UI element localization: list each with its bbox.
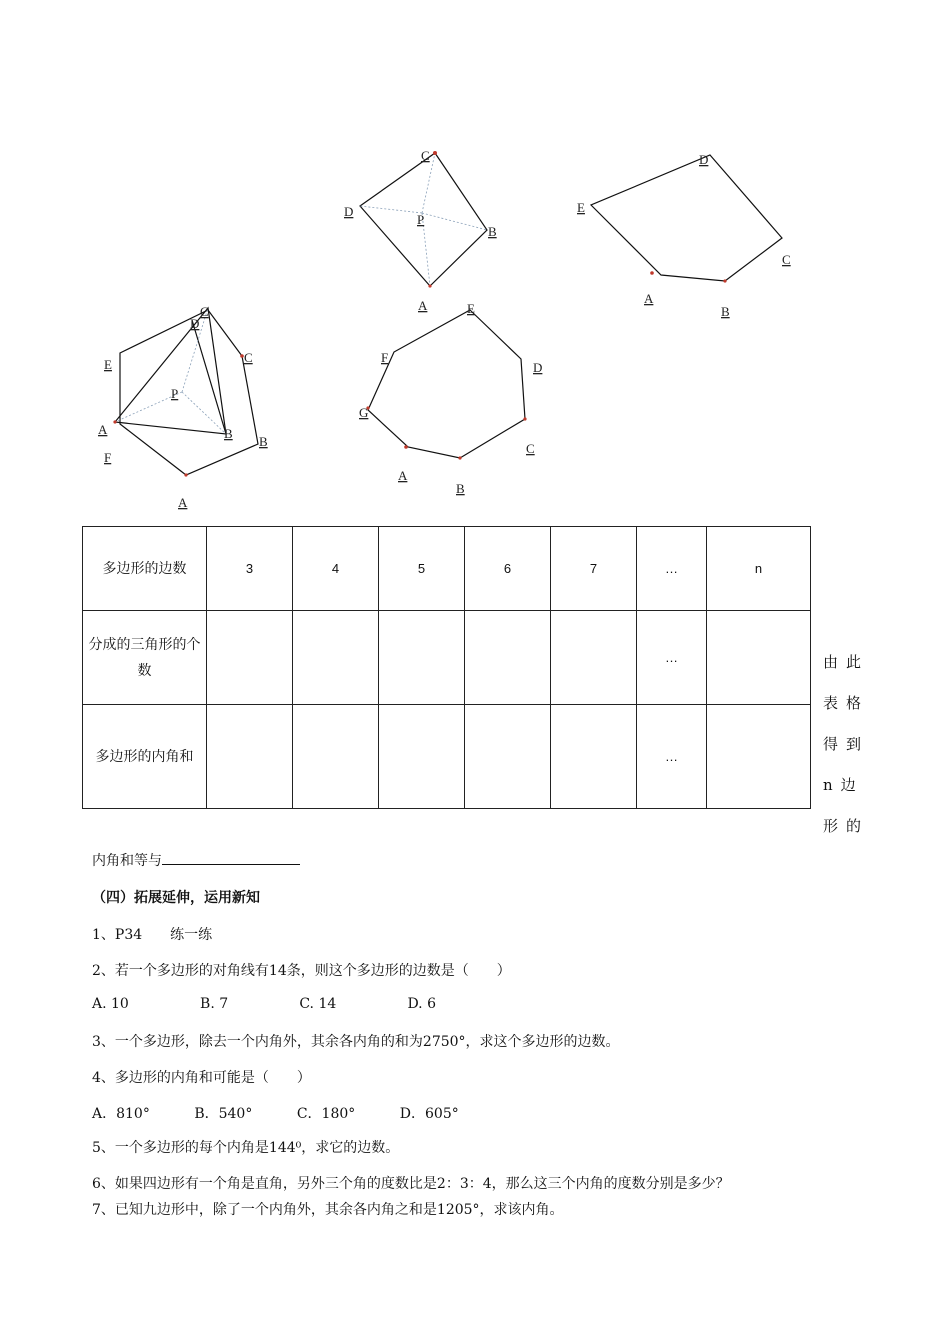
question-1: 1、P34 练一练: [92, 927, 213, 943]
question-2-options: A. 10 B. 7 C. 14 D. 6: [92, 996, 436, 1012]
conclusion-line: [92, 850, 300, 870]
polygon-angle-table: [82, 526, 811, 809]
pentagon-figure: [570, 145, 810, 325]
quadrilateral-interior-point-figure: [330, 140, 530, 320]
table-cell: [207, 705, 293, 809]
label-D: D: [533, 360, 543, 375]
label-A: A: [398, 468, 408, 483]
question-5: 5、一个多边形的每个内角是144⁰，求它的边数。: [92, 1140, 400, 1156]
table-cell: [551, 705, 637, 809]
row-header-triangles: 分成的三角形的个数: [83, 611, 207, 705]
sides-cell: 5: [379, 527, 465, 611]
label-D: D: [344, 204, 354, 219]
answer-blank[interactable]: [162, 850, 300, 865]
table-cell: [465, 611, 551, 705]
question-4-options: A．810° B．540° C．180° D．605°: [92, 1106, 459, 1122]
label-D: D: [699, 152, 709, 167]
sides-cell-ellipsis: …: [637, 527, 707, 611]
label-A: A: [418, 298, 428, 313]
label-B: B: [488, 224, 497, 239]
sides-cell: n: [707, 527, 811, 611]
table-cell: [707, 705, 811, 809]
label-G: G: [359, 405, 369, 420]
label-C: C: [526, 441, 535, 456]
label-E: E: [467, 301, 475, 316]
conclusion-text: 内角和等与: [92, 853, 162, 869]
label-A: A: [644, 291, 654, 306]
question-2: 2、若一个多边形的对角线有14条，则这个多边形的边数是（ ）: [92, 963, 511, 979]
question-4: 4、多边形的内角和可能是（ ）: [92, 1070, 311, 1086]
label-B: B: [224, 426, 233, 441]
question-3: 3、一个多边形，除去一个内角外，其余各内角的和为2750°，求这个多边形的边数。: [92, 1034, 620, 1050]
side-note: 由此表格得到n边形的: [823, 653, 870, 835]
question-7: 7、已知九边形中，除了一个内角外，其余各内角之和是1205°，求该内角。: [92, 1202, 564, 1218]
label-B: B: [456, 481, 465, 496]
table-cell-ellipsis: …: [637, 611, 707, 705]
sides-cell: 7: [551, 527, 637, 611]
sides-cell: 3: [207, 527, 293, 611]
label-B2: B: [259, 434, 268, 449]
label-C: C: [421, 148, 430, 163]
label-D: D: [190, 316, 200, 331]
table-cell: [551, 611, 637, 705]
label-C2: C: [244, 350, 253, 365]
sides-cell: 4: [293, 527, 379, 611]
label-C: C: [200, 304, 209, 319]
table-cell: [207, 611, 293, 705]
heptagon-figure: [350, 295, 550, 500]
label-P: P: [171, 386, 179, 401]
section-title: （四）拓展延伸，运用新知: [92, 890, 260, 906]
label-F: F: [104, 450, 112, 465]
label-P: P: [417, 212, 425, 227]
label-C: C: [782, 252, 791, 267]
label-F: F: [381, 350, 389, 365]
label-A: A: [98, 422, 108, 437]
row-header-sides: 多边形的边数: [83, 527, 207, 611]
label-B: B: [721, 304, 730, 319]
hexagon-triangle-figure: [90, 300, 290, 515]
question-6: 6、如果四边形有一个角是直角，另外三个角的度数比是2：3：4，那么这三个内角的度数分别是多少？: [92, 1176, 730, 1192]
label-A2: A: [178, 495, 188, 510]
sides-cell: 6: [465, 527, 551, 611]
row-header-angle-sum: 多边形的内角和: [83, 705, 207, 809]
table-cell: [707, 611, 811, 705]
table-cell: [379, 705, 465, 809]
table-cell-ellipsis: …: [637, 705, 707, 809]
table-cell: [293, 705, 379, 809]
table-cell: [293, 611, 379, 705]
label-E: E: [104, 357, 112, 372]
table-cell: [465, 705, 551, 809]
table-cell: [379, 611, 465, 705]
label-E: E: [577, 200, 585, 215]
